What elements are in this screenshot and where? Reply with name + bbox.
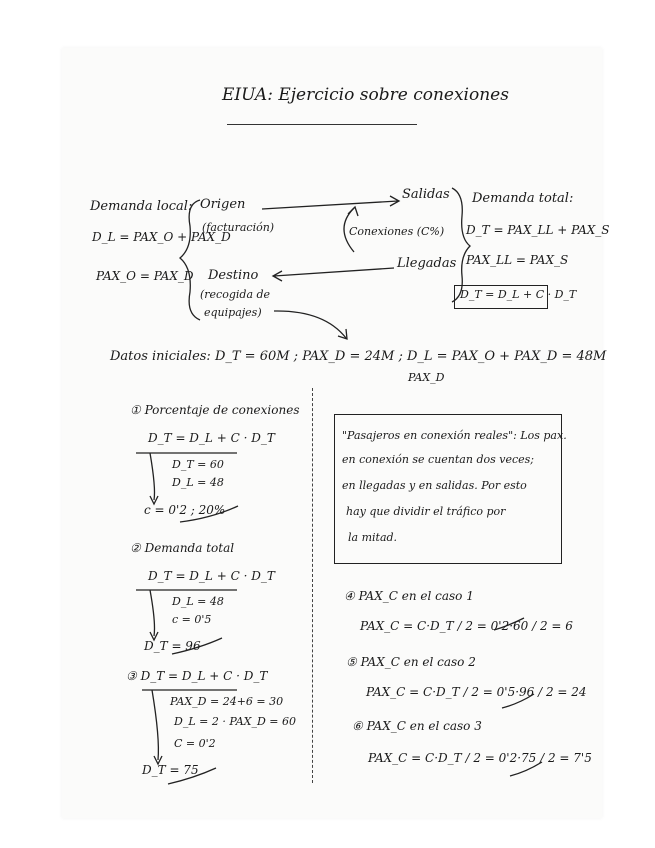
step4-formula: PAX_C = C·D_T / 2 = 0'2·60 / 2 = 6 bbox=[360, 619, 573, 633]
step3-bracket bbox=[152, 690, 158, 760]
step2-heading: ② Demanda total bbox=[130, 541, 235, 555]
recogida-label-2: equipajes) bbox=[204, 306, 262, 319]
step1-result: c = 0'2 ; 20% bbox=[144, 503, 226, 517]
step4-heading: ④ PAX_C en el caso 1 bbox=[344, 589, 474, 603]
left-eq2: PAX_O = PAX_D bbox=[96, 269, 194, 283]
step6-formula: PAX_C = C·D_T / 2 = 0'2·75 / 2 = 7'5 bbox=[368, 751, 592, 765]
arrow-to-datos bbox=[274, 311, 346, 338]
arrow-llegadas-destino bbox=[274, 268, 394, 276]
origen-label: Origen bbox=[200, 197, 246, 212]
destino-label: Destino bbox=[208, 268, 259, 283]
note-line-1: "Pasajeros en conexión reales": Los pax. bbox=[342, 429, 567, 442]
step2-bracket bbox=[150, 590, 155, 636]
step1-v2: D_L = 48 bbox=[172, 476, 224, 489]
step3-heading: ③ D_T = D_L + C · D_T bbox=[126, 669, 268, 683]
step5-formula: PAX_C = C·D_T / 2 = 0'5·96 / 2 = 24 bbox=[366, 685, 587, 699]
step1-heading: ① Porcentaje de conexiones bbox=[130, 403, 300, 417]
step3-v1: PAX_D = 24+6 = 30 bbox=[170, 695, 284, 708]
boxed-formula: D_T = D_L + C · D_T bbox=[460, 288, 577, 301]
conexiones-curve bbox=[344, 208, 354, 252]
step1-v1: D_T = 60 bbox=[172, 458, 224, 471]
note-line-2: en conexión se cuentan dos veces; bbox=[342, 453, 534, 466]
recogida-label-1: (recogida de bbox=[200, 288, 271, 301]
datos-under: PAX_D bbox=[408, 371, 445, 384]
right-heading: Demanda total: bbox=[472, 191, 574, 206]
llegadas-label: Llegadas bbox=[397, 256, 457, 271]
right-eq2: PAX_LL = PAX_S bbox=[466, 253, 569, 267]
step6-heading: ⑥ PAX_C en el caso 3 bbox=[352, 719, 482, 733]
datos-line: Datos iniciales: D_T = 60M ; PAX_D = 24M ; D_L = PAX_O + PAX_D = 48M bbox=[110, 349, 607, 364]
note-line-3: en llegadas y en salidas. Por esto bbox=[342, 479, 527, 492]
step5-heading: ⑤ PAX_C en el caso 2 bbox=[346, 655, 476, 669]
step2-result: D_T = 96 bbox=[144, 639, 201, 653]
salidas-label: Salidas bbox=[402, 187, 450, 202]
step3-result: D_T = 75 bbox=[142, 763, 199, 777]
right-eq1: D_T = PAX_LL + PAX_S bbox=[466, 223, 610, 237]
step3-v3: C = 0'2 bbox=[174, 737, 216, 750]
step1-bracket bbox=[150, 453, 155, 500]
page-title: EIUA: Ejercicio sobre conexiones bbox=[222, 85, 509, 105]
step2-v2: c = 0'5 bbox=[172, 613, 212, 626]
left-heading: Demanda local: bbox=[90, 199, 193, 214]
notebook-page bbox=[62, 48, 610, 818]
step1-eq: D_T = D_L + C · D_T bbox=[148, 431, 275, 445]
note-line-5: la mitad. bbox=[348, 531, 398, 544]
left-brace bbox=[180, 200, 200, 320]
step3-v2: D_L = 2 · PAX_D = 60 bbox=[174, 715, 297, 728]
arrow-origen-salidas bbox=[262, 201, 398, 209]
conexiones-label: Conexiones (C%) bbox=[349, 225, 445, 238]
step2-v1: D_L = 48 bbox=[172, 595, 224, 608]
column-divider bbox=[312, 388, 313, 783]
note-line-4: hay que dividir el tráfico por bbox=[346, 505, 506, 518]
right-brace bbox=[452, 188, 470, 302]
facturacion-label: (facturación) bbox=[202, 221, 275, 234]
step2-eq: D_T = D_L + C · D_T bbox=[148, 569, 275, 583]
left-eq1: D_L = PAX_O + PAX_D bbox=[92, 230, 231, 244]
conexiones-arrowhead bbox=[348, 207, 358, 216]
